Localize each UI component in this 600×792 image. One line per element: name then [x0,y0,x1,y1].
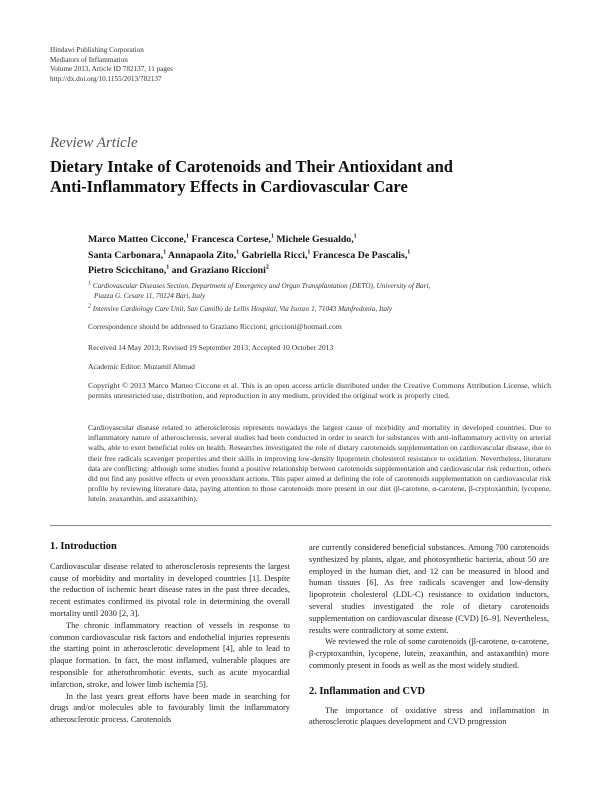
author-line-2 [88,248,548,264]
affiliation-marker: 1 [407,249,411,256]
paragraph: We reviewed the role of some carotenoids (β-carotene, α-carotene, β-cryptoxanthin, lycopene, lutein, zeaxanthin, and astaxanthin) more commonly present in foods as well as the most widely studied. [309,637,549,670]
paragraph: Cardiovascular disease related to atherosclerosis represents the largest cause of morbidity and mortality in developed countries [1]. Despite the reduction of ischemic heart disease rates in the past three decades, recent estimates confirmed its pivotal role in determining the overall mortality until 2030 [2, 3]. [50,561,290,618]
correspondence: Correspondence should be addressed to Graziano Riccioni; griccioni@hotmail.com [88,322,342,331]
author-name: Pietro Scicchitano, [88,265,167,276]
abstract: Cardiovascular disease related to atherosclerosis represents nowadays the largest cause of morbidity and mortality in developed countries. Due to inflammatory nature of atherosclerosis, several studies had been conducted in order to search for substances with anti-inflammatory activity on arterial walls, able to exert beneficial roles on health. Researches investigated the role of dietary carotenoids supplementation on cardiovascular disease, due to their free radicals scavenger properties and their skills in improving low-density lipoprotein cholesterol resistance to oxidation. Nevertheless, literature data are conflicting: although some studies found a positive relationship between carotenoids supplementation and cardiovascular risk reduction, others did not find any positive effects or even prooxidant actions. This paper aimed at defining the role of carotenoids supplementation on cardiovascular risk profile by reviewing literature data, paying attention to those carotenoids more present in our diet (β-carotene, α-carotene, β-cryptoxanthin, lycopene, lutein, zeaxanthin, and astaxanthin). [88,423,551,504]
author-name: Annapaola Zito, [168,249,237,261]
author-name: Gabriella Ricci, [241,249,308,261]
title-line-2: Anti-Inflammatory Effects in Cardiovascular Care [50,177,408,196]
affiliation-marker: 1 [270,233,274,240]
affiliation-1 [88,281,548,301]
paper-title [50,157,550,197]
article-type: Review Article [50,135,138,151]
affiliation-number: 1 [88,280,91,287]
author-name: Francesca Cortese, [191,234,271,245]
affiliation-marker: 1 [236,249,240,256]
publisher-name: Hindawi Publishing Corporation [50,46,144,54]
section-heading-inflammation: 2. Inflammation and CVD [309,685,426,697]
affiliation-text-cont: Piazza G. Cesare 11, 70124 Bari, Italy [94,292,206,300]
paragraph: The chronic inflammatory reaction of vessels in response to common cardiovascular risk factors and endothelial injuries represents the starting point in atherosclerotic development [4], able to lead to plaque formation. In fact, the most inflamed, vulnerable plaques are responsible for atherothrombotic events, such as acute myocardial infarction, stroke, and lower limb ischemia [5]. [50,620,290,689]
affiliation-marker: 1 [166,264,170,271]
paragraph: are currently considered beneficial substances. Among 700 carotenoids synthesized by plants, algae, and photosynthetic bacteria, about 50 are employed in the human diet, and 12 can be measured in blood and human tissues [6]. As free radicals scavenger and low-density lipoprotein cholesterol (LDL-C) resistance to oxidation inductors, several studies investigated the role of dietary carotenoids supplementation on cardiovascular disease (CVD) [6–9]. Nevertheless, results were contradictory at some extent. [309,543,549,635]
affiliation-marker: 1 [163,249,167,256]
affiliation-number: 2 [88,303,91,310]
affiliation-marker: 1 [307,249,311,256]
left-column [50,541,290,726]
affiliation-marker: 1 [186,233,190,240]
author-line-3 [88,263,548,279]
author-name: and Graziano Riccioni [171,265,266,276]
title-line-1: Dietary Intake of Carotenoids and Their Antioxidant and [50,157,453,176]
paragraph: In the last years great efforts have been made in searching for drugs and/or molecules able to favourably limit the inflammatory atherosclerotic process. Carotenoids [50,691,290,725]
section-divider [50,525,551,526]
right-column [309,542,549,728]
affiliation-text: Cardiovascular Diseases Section, Department of Emergency and Organ Transplantation (DETO), University of Bari, [92,282,431,290]
academic-editor: Academic Editor: Muzamil Ahmad [88,362,195,371]
copyright-notice: Copyright © 2013 Marco Matteo Ciccone et al. This is an open access article distributed under the Creative Commons Attribution License, which permits unrestricted use, distribution, and reproduction in any medium, provided the original work is properly cited. [88,381,551,401]
author-name: Francesca De Pascalis, [312,249,408,261]
author-list [88,232,548,279]
affiliation-text: Intensive Cardiology Care Unit, San Camillo de Lellis Hospital, Via Isonzo 1, 71043 Manfredonia, Italy [92,305,393,313]
author-name: Santa Carbonara, [88,249,164,261]
journal-name: Mediators of Inflammation [50,55,128,64]
author-name: Michele Gesualdo, [276,234,354,245]
publication-dates: Received 14 May 2013; Revised 19 September 2013; Accepted 10 October 2013 [88,343,334,352]
author-line-1 [88,232,548,248]
doi-link[interactable]: http://dx.doi.org/10.1155/2013/782137 [50,74,162,83]
author-name: Marco Matteo Ciccone, [88,234,187,245]
affiliation-marker: 2 [265,264,269,271]
affiliation-marker: 1 [353,233,357,240]
journal-header [50,46,173,84]
volume-info: Volume 2013, Article ID 782137, 11 pages [50,65,173,74]
section-heading-introduction: 1. Introduction [50,541,117,552]
affiliation-2 [88,304,548,314]
paragraph: The importance of oxidative stress and inflammation in atherosclerotic plaques development and CVD progression [309,705,549,727]
